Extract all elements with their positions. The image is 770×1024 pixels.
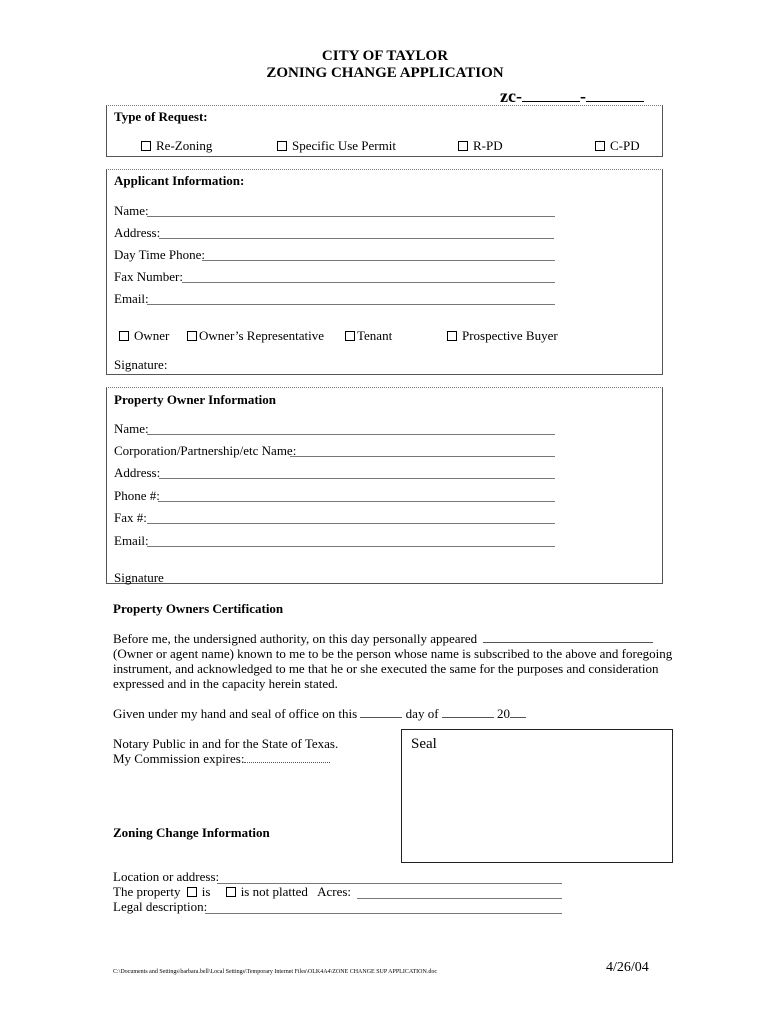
request-option-rpd[interactable] [458, 138, 503, 154]
owner-phone-label: Phone #: [114, 488, 160, 503]
given-text: Given under my hand and seal of office on this [113, 706, 358, 721]
applicant-name-label: Name: [114, 203, 149, 218]
acres-label: Acres: [317, 884, 352, 899]
platted-is-not-checkbox-icon[interactable] [226, 887, 236, 897]
applicant-address-label: Address: [114, 225, 161, 240]
role-label: Owner’s Representative [199, 328, 325, 343]
request-option-label: R-PD [473, 138, 503, 153]
applicant-phone-field[interactable] [202, 260, 555, 261]
certification-line-4: expressed and in the capacity herein stated. [113, 676, 338, 691]
footer-file-path: C:\Documents and Settings\barbara.bell\Local Settings\Temporary Internet Files\OLK4A4\ZONE CHANGE SUP APPLICATION.doc [113, 969, 437, 975]
notary-text: Notary Public in and for the State of Texas. [113, 736, 339, 751]
checkbox-icon[interactable] [277, 141, 287, 151]
owner-email-field[interactable] [147, 546, 555, 547]
checkbox-icon[interactable] [595, 141, 605, 151]
role-label: Prospective Buyer [462, 328, 558, 343]
given-year-field[interactable] [510, 707, 526, 718]
given-month-field[interactable] [442, 707, 494, 718]
request-option-label: C-PD [610, 138, 640, 153]
commission-text: My Commission expires: [113, 751, 245, 766]
role-owner[interactable] [119, 328, 169, 344]
request-option-cpd[interactable] [595, 138, 640, 154]
checkbox-icon[interactable] [447, 331, 457, 341]
checkbox-icon[interactable] [141, 141, 151, 151]
is-text: is [201, 884, 211, 899]
owner-corporation-label: Corporation/Partnership/etc Name: [114, 443, 297, 458]
zoning-change-heading: Zoning Change Information [113, 825, 270, 840]
applicant-fax-label: Fax Number: [114, 269, 183, 284]
owner-corporation-field[interactable] [290, 456, 555, 457]
footer-date: 4/26/04 [606, 960, 649, 975]
checkbox-icon[interactable] [187, 331, 197, 341]
checkbox-icon[interactable] [119, 331, 129, 341]
applicant-email-field[interactable] [147, 304, 555, 305]
given-under-line [113, 706, 526, 722]
type-of-request-section [106, 105, 663, 157]
request-option-label: Re-Zoning [156, 138, 213, 153]
checkbox-icon[interactable] [345, 331, 355, 341]
checkbox-icon[interactable] [458, 141, 468, 151]
owner-phone-field[interactable] [158, 501, 555, 502]
owner-name-label: Name: [114, 421, 149, 436]
role-label: Owner [134, 328, 170, 343]
case-number-dash: - [579, 86, 586, 106]
owner-address-label: Address: [114, 465, 161, 480]
day-of-text: day of [405, 706, 439, 721]
certification-line-2: (Owner or agent name) known to me to be the person whose name is subscribed to the above and foregoing [113, 646, 673, 661]
request-option-rezoning[interactable] [141, 138, 212, 154]
applicant-section [106, 169, 663, 375]
certification-line-3: instrument, and acknowledged to me that he or she executed the same for the purposes and consideration [113, 661, 659, 676]
appeared-name-field[interactable] [483, 632, 653, 643]
given-day-field[interactable] [360, 707, 402, 718]
case-number[interactable] [500, 86, 644, 107]
location-label: Location or address: [113, 869, 220, 884]
form-title: ZONING CHANGE APPLICATION [266, 65, 504, 81]
certification-heading: Property Owners Certification [113, 601, 284, 616]
applicant-signature-label: Signature: [114, 357, 168, 372]
commission-expires-field[interactable] [244, 752, 330, 763]
request-option-label: Specific Use Permit [292, 138, 396, 153]
request-option-sup[interactable] [277, 138, 396, 154]
legal-description-field[interactable] [205, 913, 562, 914]
is-not-platted-text: is not platted [240, 884, 308, 899]
property-owner-section [106, 387, 663, 584]
role-label: Tenant [357, 328, 393, 343]
role-tenant[interactable] [345, 328, 392, 344]
seal-box [401, 729, 673, 863]
seal-label: Seal [411, 736, 437, 752]
certification-paragraph [113, 631, 673, 691]
platted-is-checkbox-icon[interactable] [187, 887, 197, 897]
legal-description-label: Legal description: [113, 899, 208, 914]
property-owner-heading: Property Owner Information [114, 392, 276, 407]
applicant-phone-label: Day Time Phone: [114, 247, 206, 262]
acres-field[interactable] [357, 898, 562, 899]
case-number-prefix: zc- [500, 86, 522, 106]
property-text: The property [113, 884, 181, 899]
owner-fax-label: Fax #: [114, 510, 147, 525]
applicant-email-label: Email: [114, 291, 149, 306]
role-prospective-buyer[interactable] [447, 328, 558, 344]
applicant-heading: Applicant Information: [114, 173, 245, 188]
owner-email-label: Email: [114, 533, 149, 548]
case-number-blank-1[interactable] [522, 87, 580, 102]
applicant-name-field[interactable] [147, 216, 555, 217]
owner-address-field[interactable] [159, 478, 555, 479]
role-owners-representative[interactable] [187, 328, 324, 344]
platted-line [113, 884, 351, 900]
year-prefix-text: 20 [497, 706, 511, 721]
applicant-fax-field[interactable] [182, 282, 555, 283]
case-number-blank-2[interactable] [586, 87, 644, 102]
certification-line-1: Before me, the undersigned authority, on this day personally appeared [113, 631, 478, 646]
type-of-request-heading: Type of Request: [114, 109, 208, 124]
applicant-address-field[interactable] [159, 238, 554, 239]
owner-fax-field[interactable] [147, 523, 555, 524]
owner-name-field[interactable] [147, 434, 555, 435]
commission-line [113, 751, 330, 767]
city-title: CITY OF TAYLOR [321, 48, 449, 64]
owner-signature-label: Signature [114, 570, 164, 585]
